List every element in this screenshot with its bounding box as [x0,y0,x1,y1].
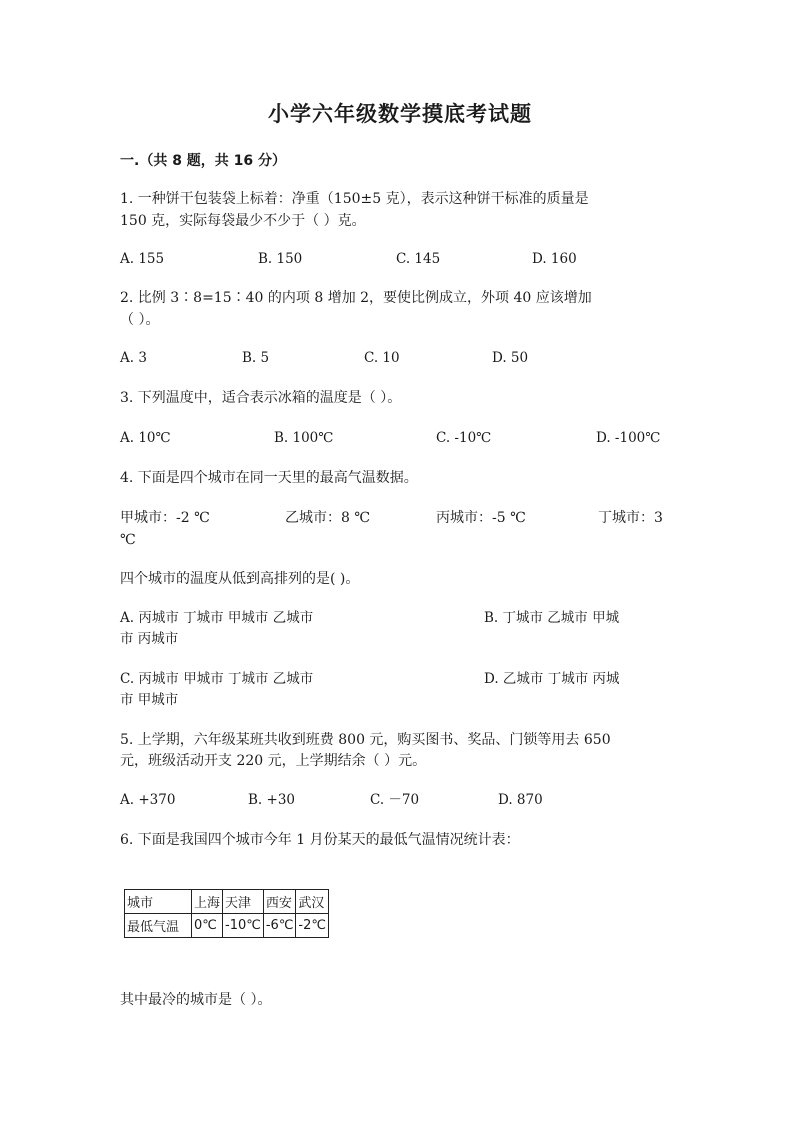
page-title: 小学六年级数学摸底考试题 [268,102,532,126]
question-4-city-a: 甲城市：-2 ℃ [120,510,210,526]
question-5-line-2: 元，班级活动开支 220 元，上学期结余（ ）元。 [120,753,427,769]
question-3-option-a: A. 10℃ [120,430,171,446]
question-5-option-d: D. 870 [498,792,543,808]
question-2-line-1: 2. 比例 3∶8=15∶40 的内项 8 增加 2，要使比例成立，外项 40 应该增加 [120,290,592,306]
question-4-option-c: C. 丙城市 甲城市 丁城市 乙城市 [120,671,314,687]
table-cell: 西安 [263,890,296,914]
question-4-option-d-line-1: D. 乙城市 丁城市 丙城 [484,671,620,687]
question-1-option-a: A. 155 [120,251,165,267]
question-5-line-1: 5. 上学期，六年级某班共收到班费 800 元，购买图书、奖品、门锁等用去 650 [120,732,611,748]
question-2-option-b: B. 5 [242,350,270,366]
table-cell: 天津 [223,890,264,914]
question-2-line-2: （ ）。 [120,312,160,328]
question-6-line-1: 6. 下面是我国四个城市今年 1 月份某天的最低气温情况统计表： [120,832,520,848]
table-row [125,914,329,938]
question-2-option-d: D. 50 [492,350,529,366]
question-5-option-b: B. +30 [248,792,295,808]
temperature-table [124,889,329,938]
table-header-row [125,890,329,914]
question-4-line-3: 四个城市的温度从低到高排列的是( )。 [120,571,360,587]
question-4-line-1: 4. 下面是四个城市在同一天里的最高气温数据。 [120,470,418,486]
question-4-option-b-line-2: 市 丙城市 [120,631,179,647]
table-cell: 最低气温 [125,914,192,938]
question-4-city-c: 丙城市：-5 ℃ [436,510,526,526]
question-6-line-2: 其中最冷的城市是（ ）。 [120,992,272,1008]
table-cell: 武汉 [296,890,329,914]
question-1-option-b: B. 150 [258,251,303,267]
question-3-option-b: B. 100℃ [274,430,334,446]
table-cell: 0℃ [192,914,223,938]
section-heading: 一.（共 8 题，共 16 分） [120,153,287,169]
question-1-line-1: 1. 一种饼干包装袋上标着：净重（150±5 克），表示这种饼干标准的质量是 [120,191,589,207]
question-5-option-c: C. －70 [370,792,420,808]
question-4-option-d-line-2: 市 甲城市 [120,692,179,708]
table-cell: -6℃ [263,914,296,938]
question-4-city-d: 丁城市：3 [598,510,663,526]
question-4-option-a: A. 丙城市 丁城市 甲城市 乙城市 [120,610,314,626]
question-4-unit-wrap: ℃ [120,532,136,548]
question-3-option-d: D. -100℃ [596,430,661,446]
table-cell: 上海 [192,890,223,914]
question-4-option-b-line-1: B. 丁城市 乙城市 甲城 [484,610,620,626]
table-cell: 城市 [125,890,192,914]
question-2-option-a: A. 3 [120,350,147,366]
question-1-option-c: C. 145 [396,251,441,267]
question-3-line-1: 3. 下列温度中，适合表示冰箱的温度是（ ）。 [120,390,402,406]
question-1-line-2: 150 克，实际每袋最少不少于（ ）克。 [120,213,366,229]
question-4-city-b: 乙城市：8 ℃ [285,510,371,526]
question-3-option-c: C. -10℃ [436,430,492,446]
table-cell: -10℃ [223,914,264,938]
question-1-option-d: D. 160 [532,251,577,267]
question-2-option-c: C. 10 [364,350,400,366]
table-cell: -2℃ [296,914,329,938]
question-5-option-a: A. +370 [120,792,176,808]
